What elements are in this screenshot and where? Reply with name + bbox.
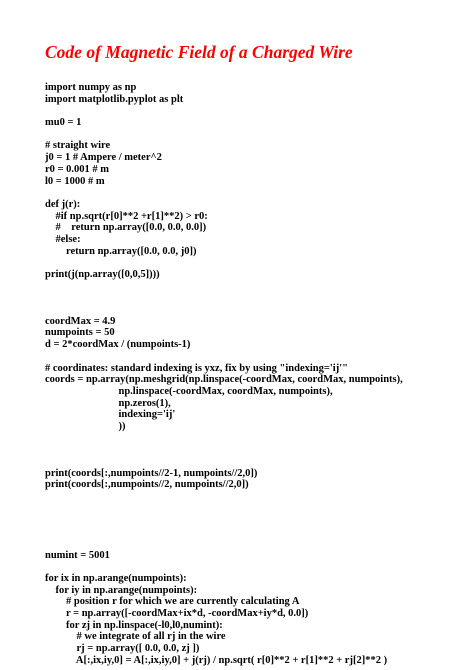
- code-line: # coordinates: standard indexing is yxz, fix by using "indexing='ij'": [45, 362, 348, 374]
- code-line: np.zeros(1),: [45, 397, 171, 409]
- code-line: numint = 5001: [45, 549, 110, 561]
- code-line: [45, 433, 403, 445]
- code-line: [45, 304, 403, 316]
- code-line: indexing='ij': [45, 409, 176, 421]
- code-line: [45, 444, 403, 456]
- code-line: #else:: [45, 233, 81, 245]
- code-line: [45, 526, 403, 538]
- code-line: import numpy as np: [45, 82, 137, 93]
- code-line: [45, 514, 403, 526]
- code-line: #if np.sqrt(r[0]**2 +r[1]**2) > r0:: [45, 210, 208, 222]
- code-line: # we integrate of all rj in the wire: [45, 631, 226, 643]
- code-line: # position r for which we are currently calculating A: [45, 596, 300, 608]
- code-line: np.linspace(-coordMax, coordMax, numpoints),: [45, 385, 333, 397]
- code-line: [45, 503, 403, 515]
- code-line: )): [45, 420, 126, 432]
- code-line: [45, 351, 403, 363]
- code-line: [45, 187, 403, 199]
- code-line: for iy in np.arange(numpoints):: [45, 584, 198, 596]
- code-line: l0 = 1000 # m: [45, 175, 105, 187]
- code-block: [45, 82, 403, 666]
- code-line: [45, 257, 403, 269]
- code-line: print(j(np.array([0,0,5]))): [45, 269, 160, 280]
- code-line: mu0 = 1: [45, 117, 82, 129]
- code-line: [45, 538, 403, 550]
- code-line: # return np.array([0.0, 0.0, 0.0]): [45, 222, 207, 234]
- code-line: [45, 292, 403, 304]
- code-line: print(coords[:,numpoints//2-1, numpoints//2,0]): [45, 467, 258, 479]
- code-line: print(coords[:,numpoints//2, numpoints//2,0]): [45, 479, 249, 491]
- code-line: for ix in np.arange(numpoints):: [45, 572, 187, 584]
- code-line: def j(r):: [45, 198, 81, 210]
- code-line: [45, 561, 403, 573]
- code-line: A[:,ix,iy,0] = A[:,ix,iy,0] + j(rj) / np.sqrt( r[0]**2 + r[1]**2 + rj[2]**2 ): [45, 654, 388, 666]
- code-line: # straight wire: [45, 140, 111, 152]
- code-line: rj = np.array([ 0.0, 0.0, zj ]): [45, 643, 200, 654]
- code-line: coordMax = 4.9: [45, 315, 116, 327]
- code-line: [45, 281, 403, 293]
- code-line: j0 = 1 # Ampere / meter^2: [45, 152, 162, 164]
- code-line: d = 2*coordMax / (numpoints-1): [45, 339, 191, 351]
- code-line: [45, 491, 403, 503]
- document-title: Code of Magnetic Field of a Charged Wire: [45, 42, 353, 62]
- code-line: import matplotlib.pyplot as plt: [45, 93, 184, 105]
- code-line: [45, 456, 403, 468]
- code-line: numpoints = 50: [45, 327, 115, 339]
- code-line: r = np.array([-coordMax+ix*d, -coordMax+iy*d, 0.0]): [45, 607, 309, 619]
- code-line: [45, 105, 403, 117]
- code-line: for zj in np.linspace(-l0,l0,numint):: [45, 619, 223, 631]
- code-line: [45, 129, 403, 141]
- code-line: return np.array([0.0, 0.0, j0]): [45, 245, 197, 257]
- code-line: r0 = 0.001 # m: [45, 163, 110, 175]
- code-line: coords = np.array(np.meshgrid(np.linspace(-coordMax, coordMax, numpoints),: [45, 374, 403, 386]
